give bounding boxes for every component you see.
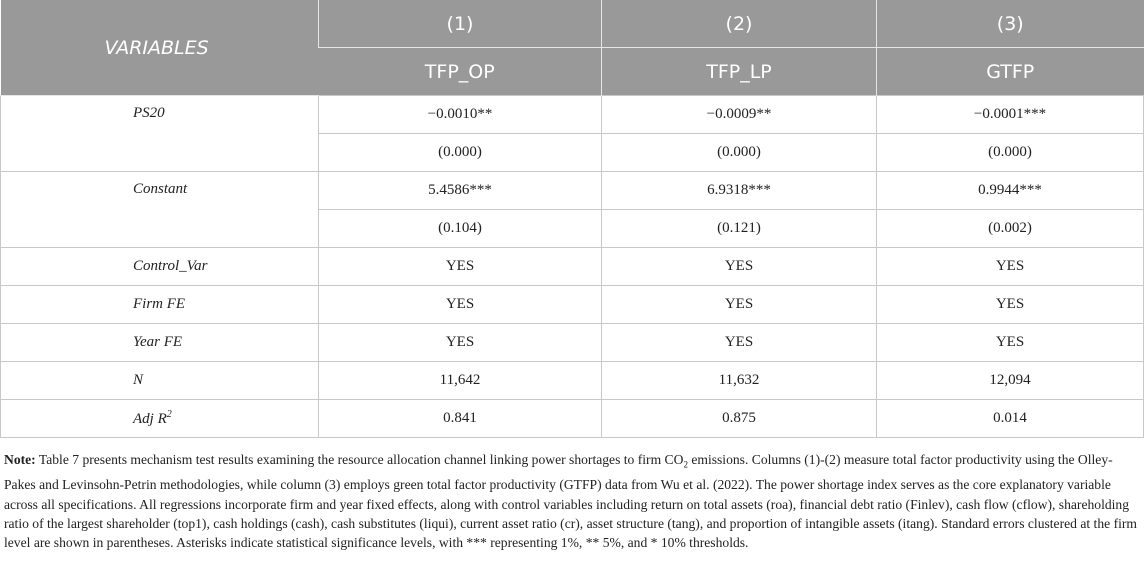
constant-coef-2: 6.9318*** — [602, 172, 877, 210]
row-label-adj-r2 — [1, 400, 319, 438]
firm-fe-1: YES — [319, 286, 602, 324]
n-3: 12,094 — [877, 362, 1144, 400]
variables-header: VARIABLES — [1, 0, 319, 96]
column-name-3: GTFP — [877, 48, 1144, 96]
note-subscript: 2 — [683, 459, 688, 470]
note-lead: Note: — [4, 452, 36, 467]
table-note — [4, 450, 1142, 553]
ps20-coef-2: −0.0009** — [602, 96, 877, 134]
ps20-coef-3: −0.0001*** — [877, 96, 1144, 134]
table-row-constant-coef — [1, 172, 1144, 210]
column-name-2: TFP_LP — [602, 48, 877, 96]
n-1: 11,642 — [319, 362, 602, 400]
constant-se-2: (0.121) — [602, 210, 877, 248]
control-var-1: YES — [319, 248, 602, 286]
year-fe-2: YES — [602, 324, 877, 362]
constant-se-3: (0.002) — [877, 210, 1144, 248]
note-text-part2: emissions. Columns (1)-(2) measure total factor productivity using the Olley-Pakes and Levinsohn-Petrin methodologies, while column (3) employs green total factor productivity (GTFP) data from Wu et al. (2022). The power shortage index serves as the core explanatory variable across all specifications. All regressions incorporate firm and year fixed effects, along with control variables including return on total assets (roa), financial debt ratio (Finlev), cash flow (cflow), shareholding ratio of the largest shareholder (top1), cash holdings (cash), cash substitutes (liqui), current asset ratio (cr), asset structure (tang), and proportion of intangible assets (itang). Standard errors clustered at the firm level are shown in parentheses. Asterisks indicate statistical significance levels, with *** representing 1%, ** 5%, and * 10% thresholds. — [4, 452, 1137, 551]
adj-r2-label-text: Adj R — [133, 411, 167, 427]
table-body — [1, 96, 1144, 438]
adj-r2-2: 0.875 — [602, 400, 877, 438]
table-row-adj-r2 — [1, 400, 1144, 438]
column-number-2: (2) — [602, 0, 877, 48]
table-row-year-fe — [1, 324, 1144, 362]
constant-coef-3: 0.9944*** — [877, 172, 1144, 210]
row-label-constant: Constant — [1, 172, 319, 248]
table-row-ps20-coef — [1, 96, 1144, 134]
year-fe-1: YES — [319, 324, 602, 362]
control-var-2: YES — [602, 248, 877, 286]
table-row-control-var — [1, 248, 1144, 286]
row-label-year-fe: Year FE — [1, 324, 319, 362]
row-label-control-var: Control_Var — [1, 248, 319, 286]
column-number-3: (3) — [877, 0, 1144, 48]
adj-r2-superscript: 2 — [166, 409, 172, 420]
constant-coef-1: 5.4586*** — [319, 172, 602, 210]
column-number-1: (1) — [319, 0, 602, 48]
row-label-n: N — [1, 362, 319, 400]
row-label-firm-fe: Firm FE — [1, 286, 319, 324]
firm-fe-2: YES — [602, 286, 877, 324]
adj-r2-3: 0.014 — [877, 400, 1144, 438]
note-text-part1: Table 7 presents mechanism test results examining the resource allocation channel linking power shortages to firm CO — [35, 452, 684, 467]
table-row-firm-fe — [1, 286, 1144, 324]
column-name-1: TFP_OP — [319, 48, 602, 96]
firm-fe-3: YES — [877, 286, 1144, 324]
ps20-se-3: (0.000) — [877, 134, 1144, 172]
constant-se-1: (0.104) — [319, 210, 602, 248]
ps20-se-2: (0.000) — [602, 134, 877, 172]
year-fe-3: YES — [877, 324, 1144, 362]
ps20-coef-1: −0.0010** — [319, 96, 602, 134]
header-row-numbers — [1, 0, 1144, 48]
table-header — [1, 0, 1144, 96]
ps20-se-1: (0.000) — [319, 134, 602, 172]
table-row-n — [1, 362, 1144, 400]
n-2: 11,632 — [602, 362, 877, 400]
row-label-ps20: PS20 — [1, 96, 319, 172]
adj-r2-1: 0.841 — [319, 400, 602, 438]
control-var-3: YES — [877, 248, 1144, 286]
